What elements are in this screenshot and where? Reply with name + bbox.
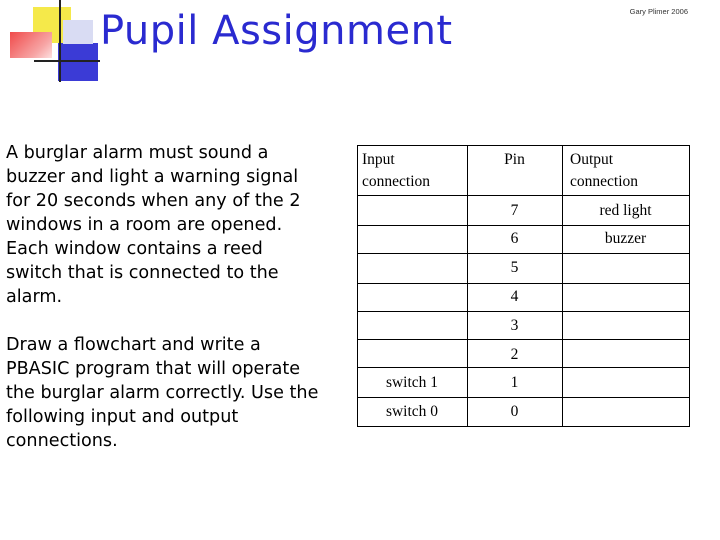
table-row-divider xyxy=(357,367,690,368)
table-row-divider xyxy=(357,339,690,340)
header-output-connection: Output connection xyxy=(570,151,639,190)
table-row-divider xyxy=(357,397,690,398)
logo-blue-square xyxy=(58,43,98,81)
logo-vertical-line xyxy=(59,0,61,82)
table-row-divider xyxy=(357,311,690,312)
table-border-bottom xyxy=(357,426,690,427)
table-row-divider xyxy=(357,253,690,254)
table-cell-output: buzzer xyxy=(604,230,647,247)
slide-title: Pupil Assignment xyxy=(100,8,453,54)
table-cell-pin: 0 xyxy=(510,403,519,420)
table-cell-pin: 3 xyxy=(510,317,519,334)
table-row-divider xyxy=(357,225,690,226)
logo-red-square xyxy=(10,32,52,58)
table-cell-pin: 5 xyxy=(510,259,519,276)
table-border-right xyxy=(689,145,690,427)
table-cell-pin: 6 xyxy=(510,230,519,247)
table-border-top xyxy=(357,145,690,146)
table-cell-pin: 7 xyxy=(510,202,519,219)
logo-light-square xyxy=(63,20,93,44)
connections-table xyxy=(357,145,690,427)
table-row-divider xyxy=(357,283,690,284)
table-column-divider xyxy=(562,145,563,427)
header-pin: Pin xyxy=(504,151,525,168)
task-instructions: Draw a flowchart and write a PBASIC program that will operate the burglar alarm correctly. Use the following input and output connections. xyxy=(6,335,319,451)
header-input-connection: Input connection xyxy=(362,151,431,190)
table-cell-input: switch 0 xyxy=(385,403,439,420)
logo-horizontal-line xyxy=(34,60,100,62)
table-cell-pin: 2 xyxy=(510,346,519,363)
table-header-divider xyxy=(357,195,690,196)
slide-logo xyxy=(0,0,110,90)
table-cell-pin: 1 xyxy=(510,374,519,391)
table-cell-input: switch 1 xyxy=(385,374,439,391)
table-cell-output: red light xyxy=(599,202,652,219)
problem-description: A burglar alarm must sound a buzzer and light a warning signal for 20 seconds when any of the 2 windows in a room are opened. Each window contains a reed switch that is connected to the alarm. xyxy=(6,143,301,307)
author-credit: Gary Plimer 2006 xyxy=(629,7,688,16)
table-cell-pin: 4 xyxy=(510,288,519,305)
